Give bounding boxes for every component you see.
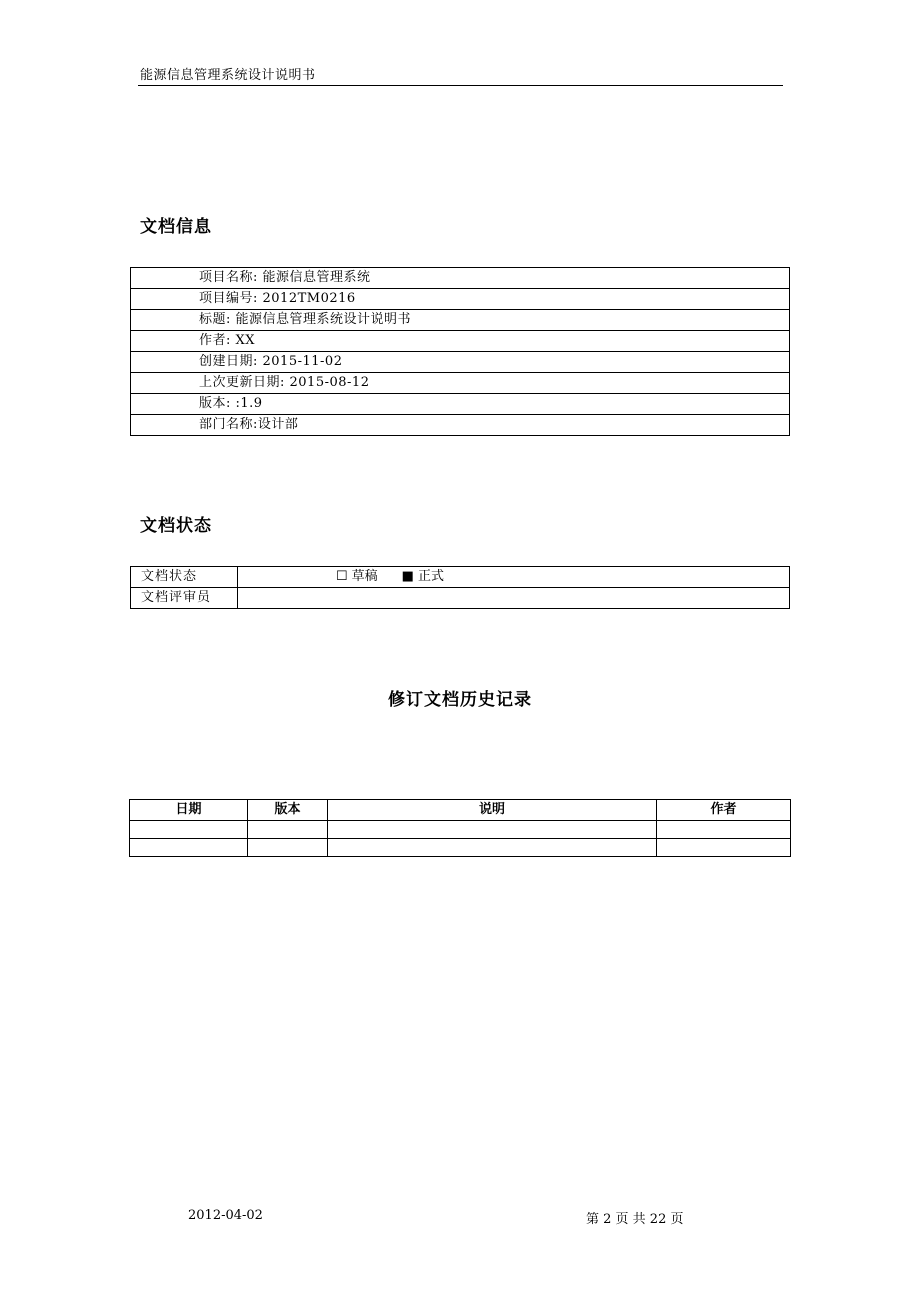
doc-title: 标题: 能源信息管理系统设计说明书 (131, 310, 790, 331)
status-label: 文档状态 (131, 567, 238, 588)
table-row (131, 415, 790, 436)
department: 部门名称:设计部 (131, 415, 790, 436)
draft-checkbox-icon[interactable]: ☐ (336, 569, 348, 584)
last-updated: 上次更新日期: 2015-08-12 (131, 373, 790, 394)
doc-status-heading: 文档状态 (140, 516, 212, 536)
header-rule (138, 85, 783, 86)
table-cell (248, 839, 328, 857)
table-row (131, 331, 790, 352)
column-header-description: 说明 (328, 800, 657, 821)
formal-option-label: 正式 (417, 569, 444, 584)
table-cell (328, 821, 657, 839)
history-heading: 修订文档历史记录 (388, 690, 532, 710)
doc-status-table (130, 566, 790, 609)
table-row (131, 352, 790, 373)
column-header-version: 版本 (248, 800, 328, 821)
table-row (131, 588, 790, 609)
project-number: 项目编号: 2012TM0216 (131, 289, 790, 310)
status-options (238, 567, 790, 588)
table-cell (328, 839, 657, 857)
formal-checkbox-icon[interactable]: ■ (401, 569, 414, 584)
table-row (131, 373, 790, 394)
table-row (131, 567, 790, 588)
table-cell (130, 821, 248, 839)
table-cell (248, 821, 328, 839)
footer-page-info: 第 2 页 共 22 页 (586, 1212, 684, 1227)
table-row (130, 821, 791, 839)
reviewer-value (238, 588, 790, 609)
column-header-date: 日期 (130, 800, 248, 821)
history-table (129, 799, 791, 857)
table-cell (657, 839, 791, 857)
footer-date: 2012-04-02 (188, 1208, 263, 1223)
column-header-author: 作者 (657, 800, 791, 821)
table-row (131, 310, 790, 331)
table-cell (657, 821, 791, 839)
project-name: 项目名称: 能源信息管理系统 (131, 268, 790, 289)
table-row (131, 289, 790, 310)
created-date: 创建日期: 2015-11-02 (131, 352, 790, 373)
reviewer-label: 文档评审员 (131, 588, 238, 609)
table-row (131, 268, 790, 289)
version: 版本: :1.9 (131, 394, 790, 415)
table-header-row (130, 800, 791, 821)
draft-option-label: 草稿 (351, 569, 378, 584)
table-row (131, 394, 790, 415)
header-title: 能源信息管理系统设计说明书 (140, 68, 316, 83)
doc-info-heading: 文档信息 (140, 217, 212, 237)
doc-info-table (130, 267, 790, 436)
table-cell (130, 839, 248, 857)
author: 作者: XX (131, 331, 790, 352)
table-row (130, 839, 791, 857)
